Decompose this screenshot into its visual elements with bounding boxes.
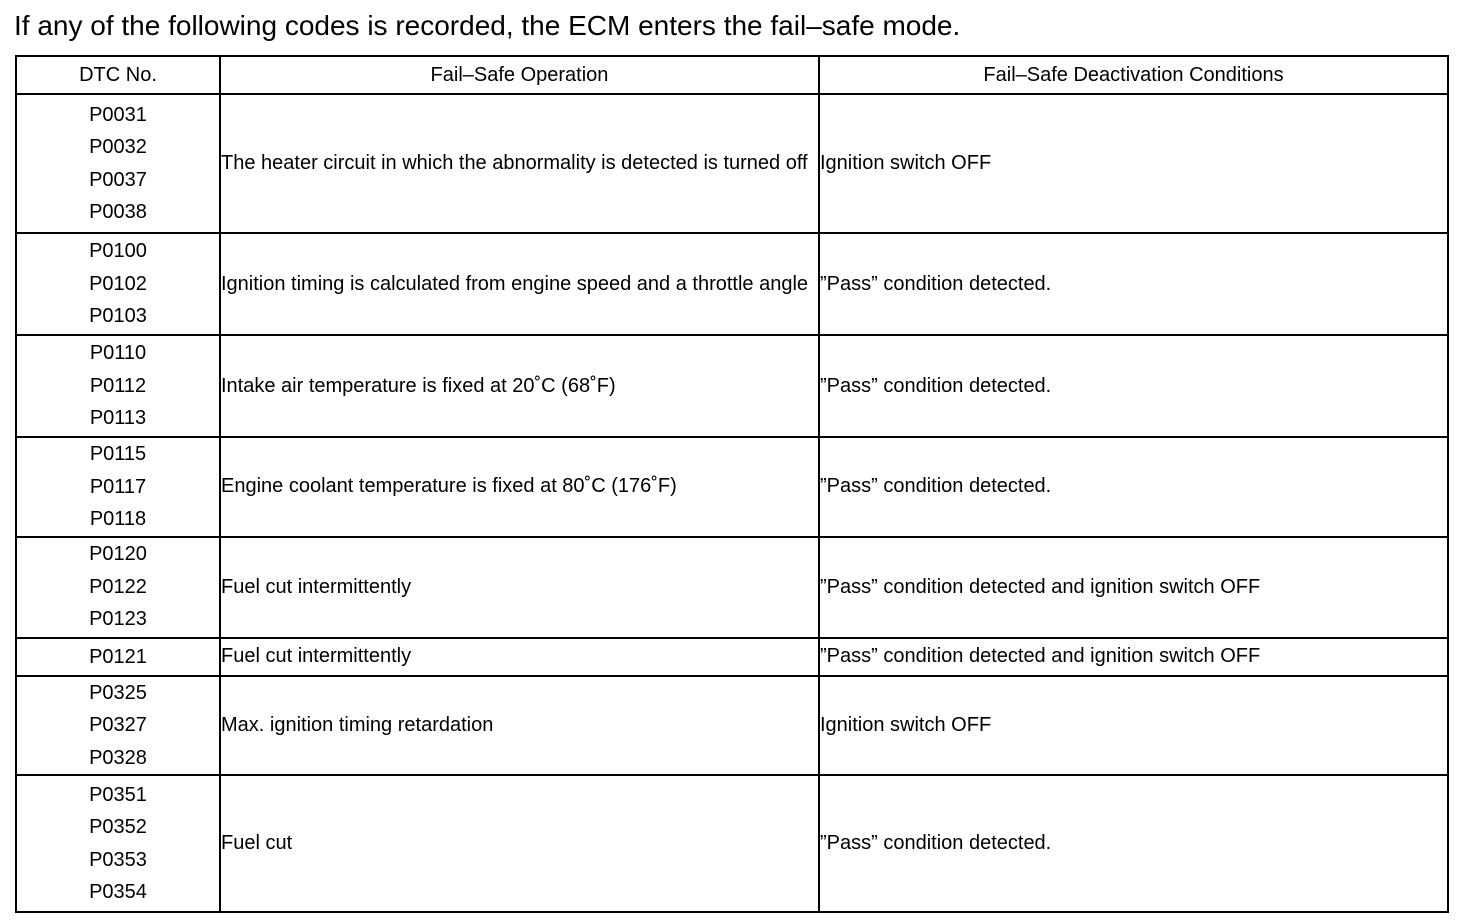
- table-row: [16, 638, 1448, 676]
- fail-safe-operation-cell: Engine coolant temperature is fixed at 80˚C (176˚F): [220, 437, 819, 537]
- deactivation-condition-cell: ”Pass” condition detected.: [819, 775, 1448, 912]
- dtc-code: P0113: [89, 407, 147, 430]
- deactivation-condition-cell: ”Pass” condition detected and ignition switch OFF: [819, 537, 1448, 638]
- dtc-codes-cell: [16, 437, 220, 537]
- fail-safe-operation-cell: The heater circuit in which the abnormality is detected is turned off: [220, 94, 819, 233]
- fail-safe-operation-cell: Ignition timing is calculated from engine speed and a throttle angle: [220, 233, 819, 335]
- dtc-code: P0118: [89, 508, 147, 530]
- dtc-code: P0123: [89, 608, 147, 631]
- dtc-code: P0120: [89, 543, 147, 566]
- dtc-code: P0328: [89, 746, 147, 769]
- dtc-code: P0351: [89, 783, 147, 806]
- dtc-codes-cell: [16, 537, 220, 638]
- deactivation-condition-cell: ”Pass” condition detected and ignition switch OFF: [819, 638, 1448, 676]
- header-dtc-no: DTC No.: [16, 56, 220, 94]
- dtc-codes-cell: [16, 94, 220, 233]
- dtc-code: P0354: [89, 881, 147, 903]
- fail-safe-operation-cell: Max. ignition timing retardation: [220, 676, 819, 776]
- dtc-codes-cell: [16, 335, 220, 437]
- dtc-code: P0122: [89, 575, 147, 598]
- header-fail-safe-operation: Fail–Safe Operation: [220, 56, 819, 94]
- table-row: [16, 537, 1448, 638]
- deactivation-condition-cell: ”Pass” condition detected.: [819, 335, 1448, 437]
- table-row: [16, 335, 1448, 437]
- intro-text: If any of the following codes is recorded, the ECM enters the fail–safe mode.: [14, 10, 961, 41]
- header-deactivation-conditions: Fail–Safe Deactivation Conditions: [819, 56, 1448, 94]
- dtc-code: P0031: [89, 103, 147, 126]
- table-row: [16, 94, 1448, 233]
- table-row: [16, 676, 1448, 776]
- fail-safe-operation-cell: Fuel cut intermittently: [220, 638, 819, 676]
- dtc-code: P0121: [89, 645, 147, 668]
- dtc-codes-cell: [16, 676, 220, 776]
- table-header-row: [16, 56, 1448, 94]
- dtc-code: P0110: [89, 342, 147, 365]
- dtc-code: P0032: [89, 136, 147, 158]
- table-row: [16, 775, 1448, 912]
- dtc-code: P0112: [89, 374, 147, 397]
- dtc-codes-cell: [16, 638, 220, 676]
- dtc-codes-cell: [16, 233, 220, 335]
- fail-safe-table: [15, 55, 1449, 913]
- deactivation-condition-cell: ”Pass” condition detected.: [819, 437, 1448, 537]
- dtc-code: P0352: [89, 816, 147, 838]
- dtc-code: P0325: [89, 681, 147, 704]
- table-row: [16, 233, 1448, 335]
- dtc-code: P0102: [89, 272, 147, 295]
- dtc-codes-cell: [16, 775, 220, 912]
- table-row: [16, 437, 1448, 537]
- deactivation-condition-cell: Ignition switch OFF: [819, 676, 1448, 776]
- deactivation-condition-cell: Ignition switch OFF: [819, 94, 1448, 233]
- dtc-code: P0037: [89, 168, 147, 191]
- dtc-code: P0327: [89, 714, 147, 736]
- fail-safe-operation-cell: Fuel cut intermittently: [220, 537, 819, 638]
- dtc-code: P0353: [89, 848, 147, 871]
- fail-safe-operation-cell: Intake air temperature is fixed at 20˚C (68˚F): [220, 335, 819, 437]
- fail-safe-operation-cell: Fuel cut: [220, 775, 819, 912]
- deactivation-condition-cell: ”Pass” condition detected.: [819, 233, 1448, 335]
- dtc-code: P0103: [89, 305, 147, 328]
- dtc-code: P0100: [89, 240, 147, 263]
- dtc-code: P0117: [89, 475, 147, 498]
- dtc-code: P0038: [89, 201, 147, 223]
- dtc-code: P0115: [89, 443, 147, 465]
